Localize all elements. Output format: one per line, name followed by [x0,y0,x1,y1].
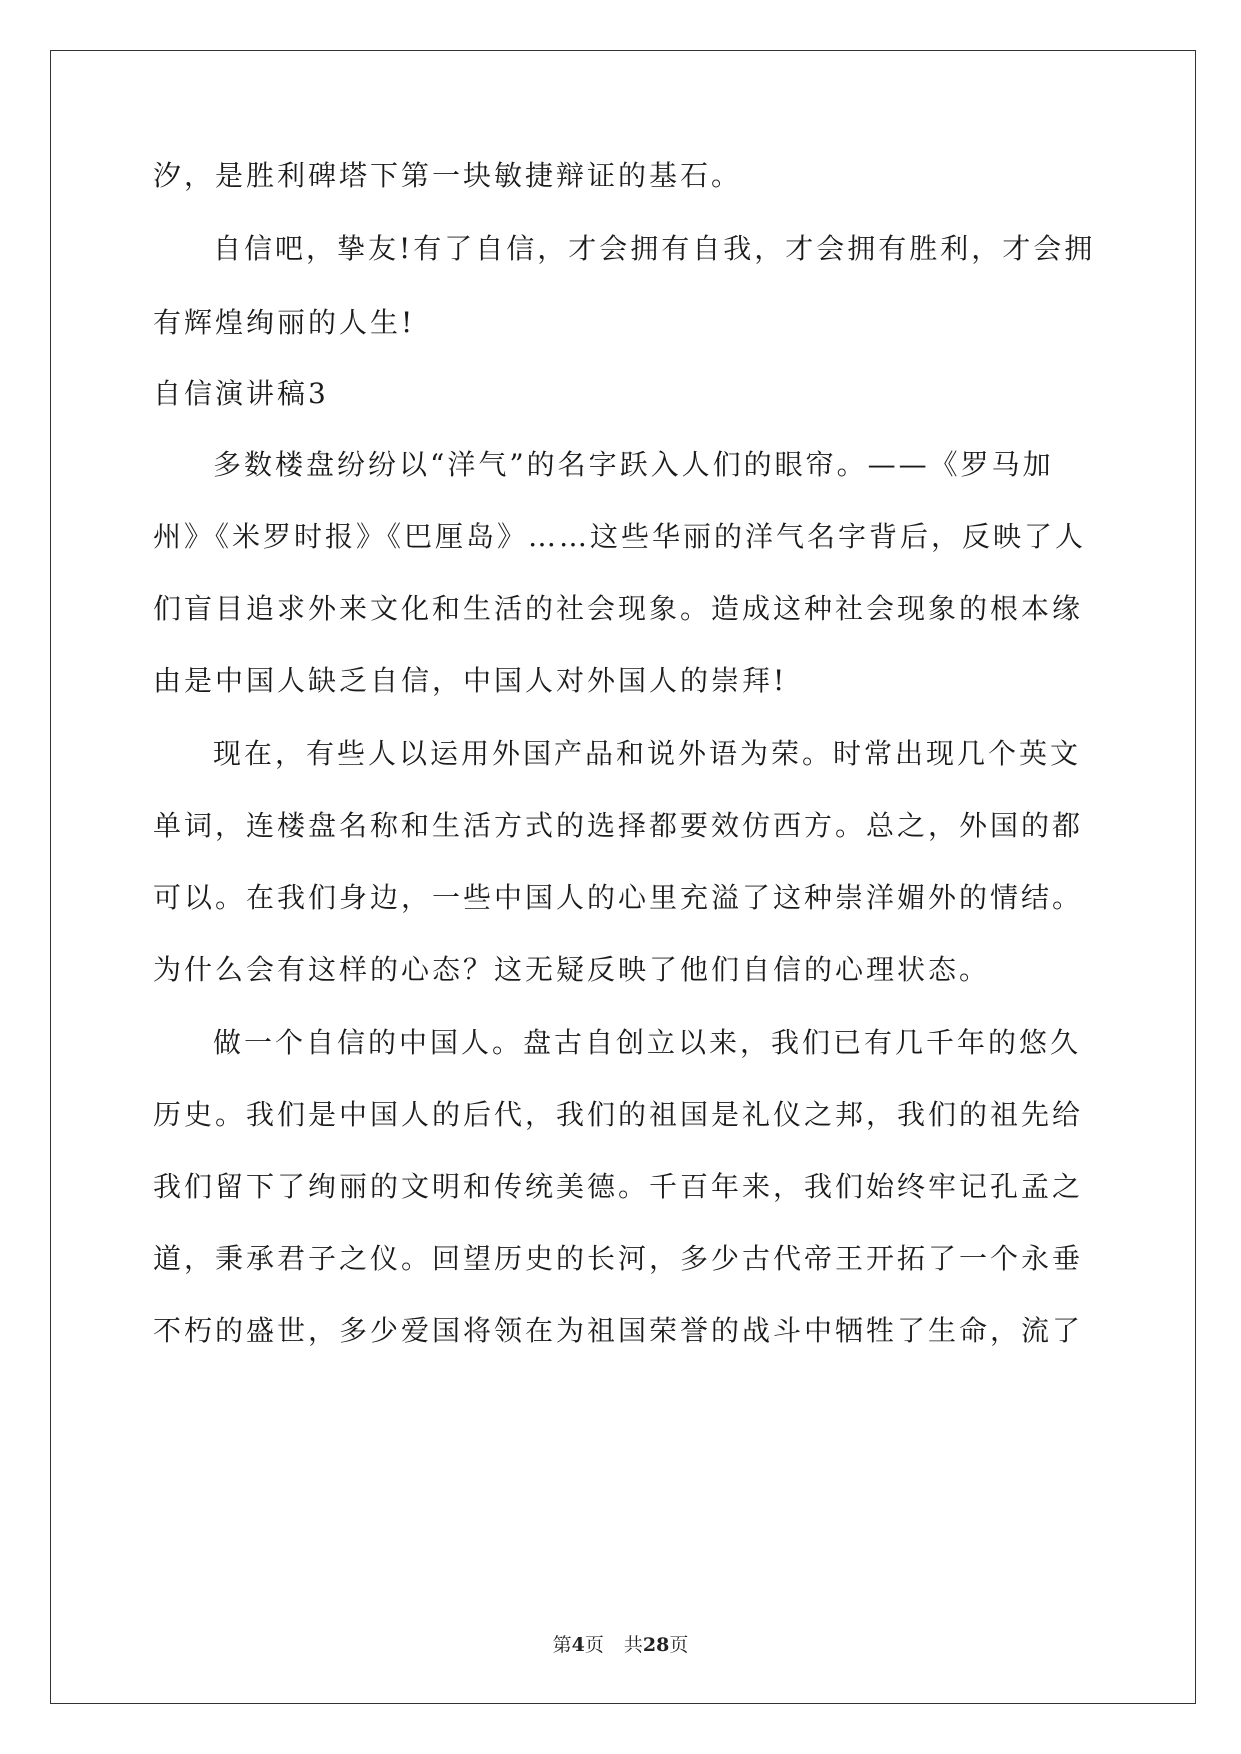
text-line: 做一个自信的中国人。盘古自创立以来，我们已有几千年的悠久 [213,1026,1082,1059]
text-line: 汐，是胜利碑塔下第一块敏捷辩证的基石。 [153,159,743,192]
text-line: 道，秉承君子之仪。回望历史的长河，多少古代帝王开拓了一个永垂 [153,1242,1084,1275]
page-prefix: 第 [552,1634,572,1656]
text-line: 历史。我们是中国人的后代，我们的祖国是礼仪之邦，我们的祖先给 [153,1098,1084,1131]
total-suffix: 页 [669,1634,689,1656]
section-heading: 自信演讲稿3 [153,377,329,410]
page-number: 4 [571,1634,585,1656]
text-line: 单词，连楼盘名称和生活方式的选择都要效仿西方。总之，外国的都 [153,809,1084,842]
text-line: 有辉煌绚丽的人生! [153,306,416,339]
text-line: 不朽的盛世，多少爱国将领在为祖国荣誉的战斗中牺牲了生命，流了 [153,1314,1084,1347]
total-pages: 28 [642,1634,670,1656]
page-footer [0,1630,1241,1657]
text-line: 由是中国人缺乏自信，中国人对外国人的崇拜! [153,664,788,697]
text-line: 多数楼盘纷纷以“洋气”的名字跃入人们的眼帘。——《罗马加 [213,448,1054,481]
total-prefix: 共 [623,1634,643,1656]
text-line: 自信吧，挚友!有了自信，才会拥有自我，才会拥有胜利，才会拥 [213,232,1096,265]
text-line: 为什么会有这样的心态？这无疑反映了他们自信的心理状态。 [153,953,991,986]
text-line: 现在，有些人以运用外国产品和说外语为荣。时常出现几个英文 [213,737,1082,770]
text-line: 我们留下了绚丽的文明和传统美德。千百年来，我们始终牢记孔孟之 [153,1170,1084,1203]
page-suffix: 页 [584,1634,604,1656]
text-line: 州》《米罗时报》《巴厘岛》……这些华丽的洋气名字背后，反映了人 [153,520,1087,553]
text-line: 们盲目追求外来文化和生活的社会现象。造成这种社会现象的根本缘 [153,592,1084,625]
text-line: 可以。在我们身边，一些中国人的心里充溢了这种崇洋媚外的情结。 [153,881,1084,914]
